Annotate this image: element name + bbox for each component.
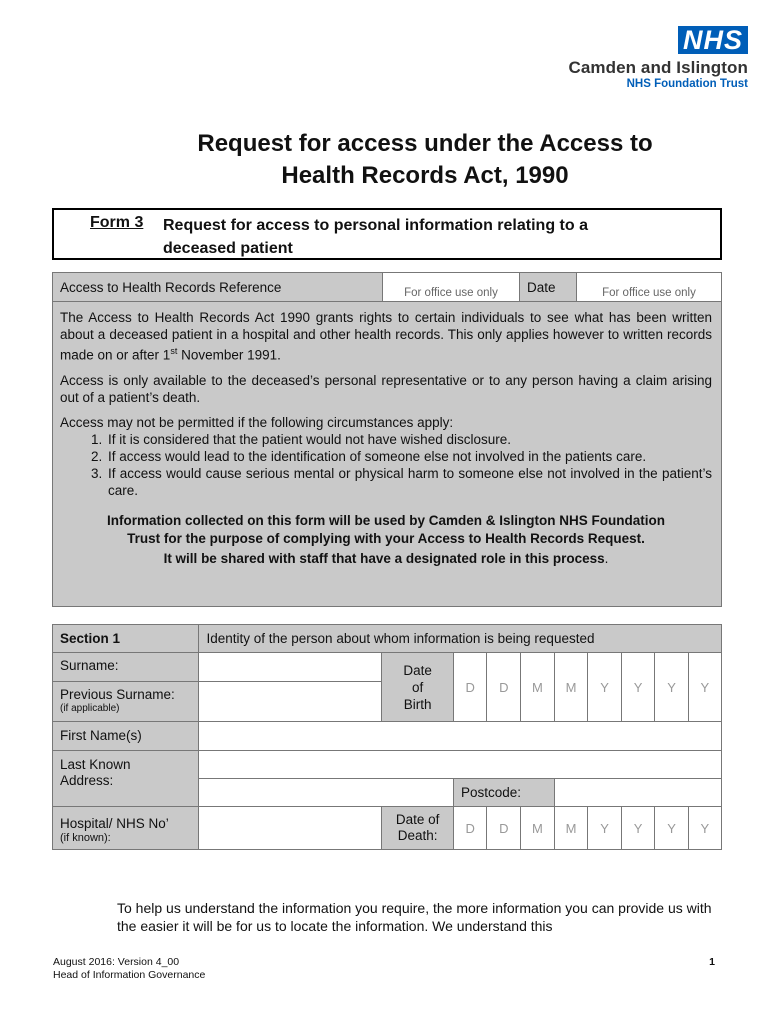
dob-day-2[interactable]: D [487,653,521,722]
info-paragraph-2: Access is only available to the deceased’s personal representative or to any person having a claim arising out of a patient’s death. [60,372,712,405]
dob-year-2[interactable]: Y [621,653,655,722]
dod-day-2[interactable]: D [487,807,521,850]
dob-month-1[interactable]: M [521,653,554,722]
page-title [90,128,760,192]
section-title: Section 1 [53,625,199,653]
postcode-label: Postcode: [454,779,555,807]
page-number: 1 [709,956,715,968]
surname-field[interactable] [199,653,382,682]
dob-label: Date of Birth [382,653,454,722]
footer-version: August 2016: Version 4_00 [53,956,180,968]
dob-year-3[interactable]: Y [655,653,688,722]
form-heading-box [52,208,722,260]
hospital-no-field[interactable] [199,807,382,850]
address-field[interactable] [199,751,722,779]
footer [53,956,205,982]
circumstances-list [106,431,712,499]
help-text: To help us understand the information you require, the more information you can provide us with the easier it will be for us to locate the information. We understand this [117,900,712,934]
title-line-1: Request for access under the Access to [197,130,653,157]
reference-date-office-field[interactable]: For office use only [577,273,721,301]
dod-day-1[interactable]: D [454,807,487,850]
info-paragraph-3: Access may not be permitted if the following circumstances apply: [60,414,454,430]
list-item: 2. If access would lead to the identification of someone else not involved in the patients care. [106,448,712,465]
title-line-2: Health Records Act, 1990 [281,162,569,189]
form-description-line-1: Request for access to personal information relating to a [163,217,588,234]
form-description-line-2: deceased patient [163,240,293,257]
surname-label: Surname: [53,653,199,682]
list-item: 3. If access would cause serious mental or physical harm to someone else not involved in the patient’s care. [106,465,712,499]
dod-month-1[interactable]: M [521,807,554,850]
footer-owner: Head of Information Governance [53,969,206,981]
dob-year-4[interactable]: Y [688,653,721,722]
postcode-field[interactable] [554,779,721,807]
info-paragraph-1: The Access to Health Records Act 1990 grants rights to certain individuals to see what has been written about a deceased patient in a hospital and other health records. This only applies however to written records made on or after 1st November 1991. [60,310,712,363]
form-number: Form 3 [90,214,144,231]
dod-label: Date of Death: [382,807,454,850]
reference-row [52,272,722,302]
reference-date-label: Date [520,273,577,301]
dob-day-1[interactable]: D [454,653,487,722]
dob-year-1[interactable]: Y [588,653,621,722]
nhs-logo [518,26,748,90]
address-field-2[interactable] [199,779,454,807]
info-box [52,302,722,607]
first-names-label: First Name(s) [53,722,199,751]
dod-month-2[interactable]: M [554,807,588,850]
dod-year-1[interactable]: Y [588,807,621,850]
dod-year-2[interactable]: Y [621,807,655,850]
previous-surname-label: Previous Surname: (if applicable) [53,682,199,722]
reference-office-field[interactable]: For office use only [383,273,520,301]
section-heading: Identity of the person about whom information is being requested [199,625,722,653]
previous-surname-field[interactable] [199,682,382,722]
address-label: Last Known Address: [53,751,199,807]
nhs-badge: NHS [678,26,748,54]
list-item: 1. If it is considered that the patient would not have wished disclosure. [106,431,712,448]
data-use-notice: Information collected on this form will be used by Camden & Islington NHS Foundation Trust for the purpose of complying with your Access to Health Records Request. It will be shared with staff that have a designated role in this process. [106,512,666,566]
org-subtitle: NHS Foundation Trust [626,78,748,90]
dob-month-2[interactable]: M [554,653,588,722]
dod-year-4[interactable]: Y [688,807,721,850]
section-1-table [52,624,722,850]
hospital-no-label: Hospital/ NHS No’ (if known): [53,807,199,850]
reference-label: Access to Health Records Reference [53,273,383,301]
org-name: Camden and Islington [568,58,748,77]
form-description [163,214,703,260]
dod-year-3[interactable]: Y [655,807,688,850]
first-names-field[interactable] [199,722,722,751]
